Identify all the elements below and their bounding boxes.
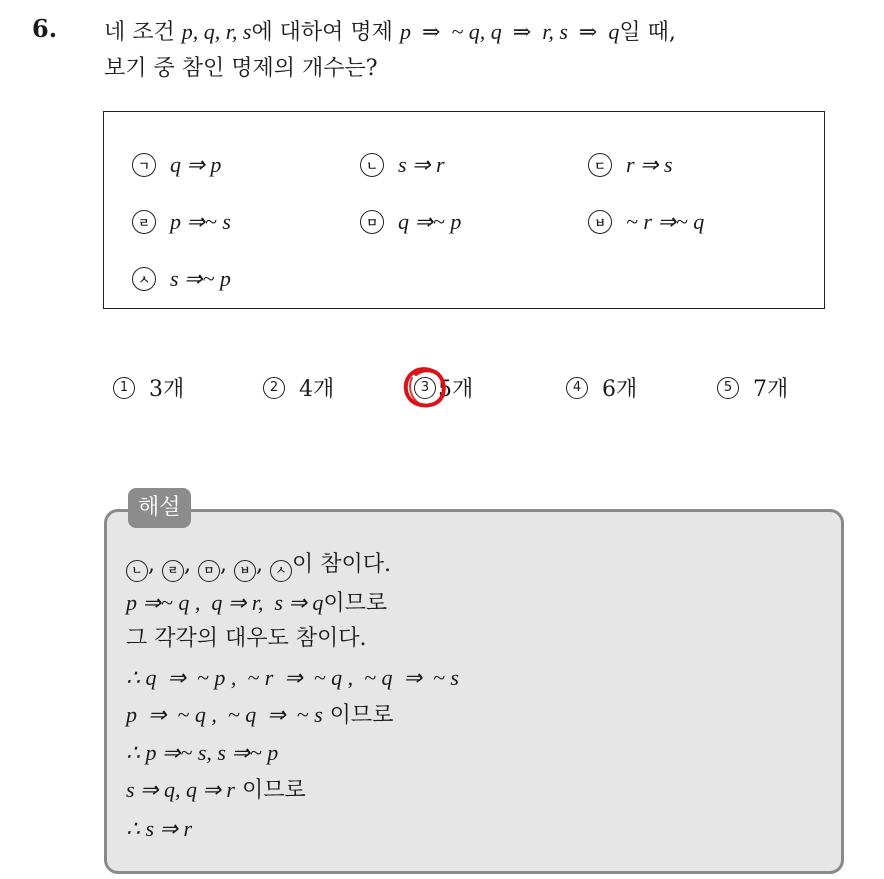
circled-label-giyeok: ㄱ — [132, 153, 156, 177]
statement-giyeok — [132, 152, 221, 178]
circled-label-digeut: ㄷ — [588, 153, 612, 177]
circled-label-bieup: ㅂ — [588, 210, 612, 234]
circled-label-rieul: ㄹ — [132, 210, 156, 234]
statement-expression: r ⇒ s — [626, 152, 673, 177]
choice-number-circle: 3 — [414, 377, 436, 399]
circled-label-rieul: ㄹ — [162, 560, 184, 582]
choice-number-circle: 5 — [717, 377, 739, 399]
stem-line-1 — [104, 14, 864, 51]
stem-text-mid: 에 대하여 명제 — [251, 20, 400, 45]
choice-label: 7개 — [753, 377, 789, 402]
circled-label-mieum: ㅁ — [198, 560, 220, 582]
solution-math: p ⇒~ q , q ⇒ r, s ⇒ q — [126, 590, 324, 615]
solution-math: ∴ p ⇒~ s, s ⇒~ p — [126, 740, 279, 765]
choice-2[interactable] — [263, 372, 334, 403]
solution-line-5 — [126, 700, 393, 731]
solution-text: 이므로 — [235, 778, 306, 803]
statement-rieul — [132, 209, 231, 235]
solution-line-2 — [126, 588, 387, 619]
question-number: 6. — [32, 14, 58, 43]
solution-line-8 — [126, 814, 192, 845]
circled-label-bieup: ㅂ — [234, 560, 256, 582]
statement-siot — [132, 266, 231, 292]
separator: , — [256, 552, 270, 577]
stem-propositions: p ⇒ ~ q, q ⇒ r, s ⇒ q — [399, 19, 620, 44]
statement-mieum — [360, 209, 461, 235]
stem-text-end: 일 때, — [619, 20, 676, 45]
choice-label: 3개 — [149, 377, 185, 402]
solution-math: ∴ q ⇒ ~ p , ~ r ⇒ ~ q , ~ q ⇒ ~ s — [126, 665, 459, 690]
circled-label-nieun: ㄴ — [360, 153, 384, 177]
statement-expression: s ⇒~ p — [170, 266, 231, 291]
circled-label-nieun: ㄴ — [126, 560, 148, 582]
solution-line-6 — [126, 738, 278, 769]
solution-line-7 — [126, 775, 306, 806]
solution-line-1 — [126, 550, 391, 582]
solution-line-1-text: 이 참이다. — [292, 552, 391, 577]
solution-math: s ⇒ q, q ⇒ r — [126, 777, 235, 802]
choice-label: 5개 — [438, 377, 474, 402]
circled-label-siot: ㅅ — [270, 560, 292, 582]
stem-variables: p, q, r, s — [181, 19, 252, 44]
solution-text: 이므로 — [322, 703, 394, 728]
solution-line-4 — [126, 663, 459, 694]
stem-text-pre: 네 조건 — [104, 20, 182, 45]
solution-tab-label: 해설 — [128, 488, 191, 528]
separator: , — [220, 552, 234, 577]
solution-math: p ⇒ ~ q , ~ q ⇒ ~ s — [126, 702, 323, 727]
choice-label: 6개 — [602, 377, 638, 402]
choice-label: 4개 — [299, 377, 335, 402]
statement-expression: p ⇒~ s — [170, 209, 231, 234]
choice-5[interactable] — [717, 372, 788, 403]
statement-expression: ~ r ⇒~ q — [626, 209, 705, 234]
choice-1[interactable] — [113, 372, 184, 403]
choice-4[interactable] — [566, 372, 637, 403]
statement-expression: q ⇒~ p — [398, 209, 462, 234]
solution-text: 이므로 — [323, 591, 388, 616]
statement-expression: s ⇒ r — [398, 152, 445, 177]
statement-nieun — [360, 152, 445, 178]
choice-number-circle: 2 — [263, 377, 285, 399]
question-stem — [104, 14, 864, 87]
statement-bieup — [588, 209, 704, 235]
circled-label-siot: ㅅ — [132, 267, 156, 291]
statement-digeut — [588, 152, 673, 178]
choice-number-circle: 4 — [566, 377, 588, 399]
choice-3[interactable] — [414, 372, 473, 403]
separator: , — [148, 552, 162, 577]
separator: , — [184, 552, 198, 577]
choice-number-circle: 1 — [113, 377, 135, 399]
solution-line-3: 그 각각의 대우도 참이다. — [126, 626, 367, 651]
statement-expression: q ⇒ p — [170, 152, 222, 177]
stem-line-2: 보기 중 참인 명제의 개수는? — [104, 56, 378, 81]
solution-math: ∴ s ⇒ r — [126, 816, 193, 841]
circled-label-mieum: ㅁ — [360, 210, 384, 234]
